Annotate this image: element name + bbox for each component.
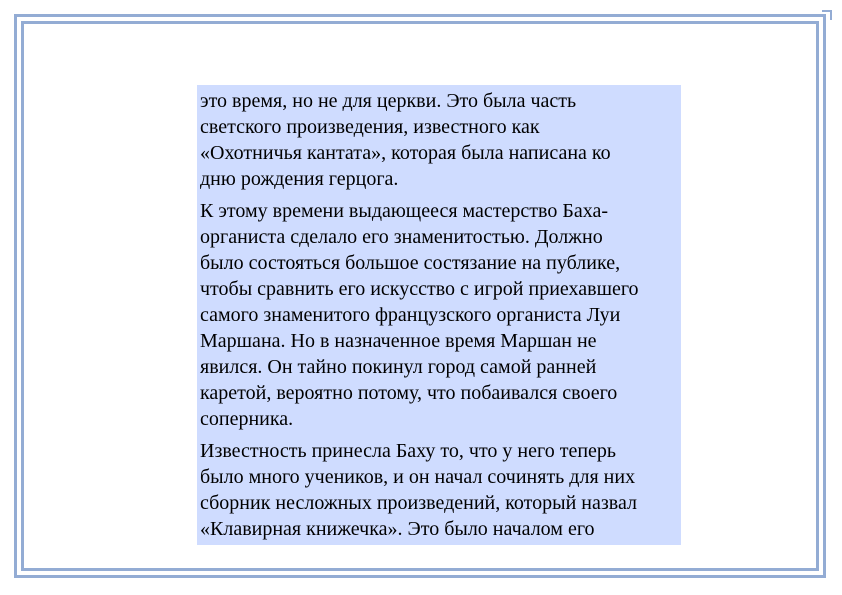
text-line: чтобы сравнить его искусство с игрой приехавшего: [200, 278, 639, 300]
text-line: было состояться большое состязание на публике,: [200, 252, 621, 274]
text-line: каретой, вероятно потому, что побаивался своего: [200, 382, 618, 404]
text-line: дню рождения герцога.: [200, 168, 399, 190]
text-line: сборник несложных произведений, который назвал: [200, 492, 637, 514]
text-line: светского произведения, известного как: [200, 116, 540, 138]
text-line: это время, но не для церкви. Это была часть: [200, 90, 577, 112]
text-line: органиста сделало его знаменитостью. Должно: [200, 226, 603, 248]
paragraph-3: [200, 438, 681, 542]
text-line: К этому времени выдающееся мастерство Баха-: [200, 200, 608, 222]
text-line: было много учеников, и он начал сочинять для них: [200, 466, 636, 488]
frame-corner-decoration: [822, 10, 832, 20]
text-line: «Охотничья кантата», которая была написана ко: [200, 142, 611, 164]
paragraph-2: [200, 198, 681, 432]
text-line: Маршана. Но в назначенное время Маршан не: [200, 330, 597, 352]
text-line: «Клавирная книжечка». Это было началом его: [200, 518, 595, 540]
text-line: явился. Он тайно покинул город самой ранней: [200, 356, 597, 378]
text-line: соперника.: [200, 408, 294, 430]
text-line: самого знаменитого французского органиста Луи: [200, 304, 621, 326]
text-block: [197, 85, 681, 545]
paragraph-1: [200, 88, 681, 192]
text-line: Известность принесла Баху то, что у него теперь: [200, 440, 617, 462]
